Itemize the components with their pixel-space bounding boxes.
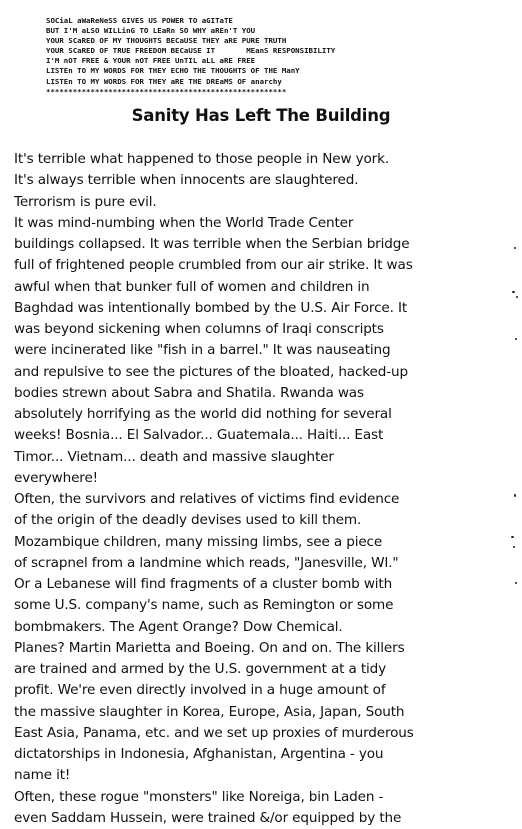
- header-divider: ******************************************************: [46, 86, 287, 96]
- header-manifesto: [46, 16, 486, 97]
- body-line: even Saddam Hussein, were trained &/or equipped by the: [14, 809, 402, 826]
- scan-speck: [514, 494, 516, 497]
- body-line: dictatorships in Indonesia, Afghanistan, Argentina - you: [14, 746, 384, 762]
- body-line: name it!: [14, 767, 71, 784]
- body-line: were incinerated like "fish in a barrel." It was nauseating: [14, 342, 391, 359]
- body-line: It was mind-numbing when the World Trade Center: [14, 214, 354, 231]
- body-line: absolutely horrifying as the world did nothing for several: [14, 406, 392, 422]
- body-line: and repulsive to see the pictures of the bloated, hacked-up: [14, 363, 408, 380]
- header-line: YOUR SCaRED OF MY THOUGHTS BECaUSE THEY aRE PURE TRUTH: [46, 36, 287, 46]
- body-line: Mozambique children, many missing limbs, see a piece: [14, 533, 383, 550]
- article-body: [14, 149, 514, 829]
- header-line: LISTEn TO MY WORDS FOR THEY aRE THE DREaMS OF anarchy: [46, 76, 282, 86]
- scan-speck: [514, 247, 516, 249]
- body-line: It's terrible what happened to those people in New york.: [14, 151, 390, 167]
- body-line: Terrorism is pure evil.: [14, 193, 157, 210]
- scan-speck: [512, 291, 515, 293]
- body-line: Or a Lebanese will find fragments of a cluster bomb with: [14, 576, 393, 592]
- header-line: I'M nOT FREE & YOUR nOT FREE UnTIL aLL aRE FREE: [46, 56, 256, 66]
- body-line: It's always terrible when innocents are slaughtered.: [14, 172, 359, 189]
- body-line: Planes? Martin Marietta and Boeing. On and on. The killers: [14, 639, 405, 656]
- body-line: profit. We're even directly involved in a huge amount of: [14, 682, 386, 699]
- article-title: Sanity Has Left The Building: [131, 106, 391, 125]
- body-line: full of frightened people crumbled from our air strike. It was: [14, 257, 413, 274]
- body-line: buildings collapsed. It was terrible when the Serbian bridge: [14, 236, 410, 252]
- body-line: everywhere!: [14, 469, 98, 486]
- scan-speck: [513, 546, 515, 548]
- scan-speck: [515, 338, 517, 340]
- scan-speck: [511, 536, 514, 538]
- scan-speck: [515, 582, 517, 584]
- body-line: the massive slaughter in Korea, Europe, Asia, Japan, South: [14, 703, 405, 720]
- body-line: awful when that bunker full of women and children in: [14, 278, 370, 295]
- body-line: Often, the survivors and relatives of victims find evidence: [14, 491, 400, 507]
- header-line: BUT I'M aLSO WILLinG TO LEaRn SO WHY aREn'T YOU: [46, 26, 256, 36]
- body-line: Often, these rogue "monsters" like Noreiga, bin Laden -: [14, 788, 384, 805]
- body-line: some U.S. company's name, such as Remington or some: [14, 597, 394, 614]
- body-line: East Asia, Panama, etc. and we set up proxies of murderous: [14, 724, 414, 741]
- body-line: Baghdad was intentionally bombed by the U.S. Air Force. It: [14, 299, 407, 316]
- body-line: Timor... Vietnam... death and massive slaughter: [14, 448, 334, 465]
- body-line: of scrapnel from a landmine which reads, "Janesville, WI.": [14, 554, 399, 571]
- header-line: SOCiaL aWaReNeSS GIVES US POWER TO aGITaTE: [46, 16, 233, 25]
- body-line: weeks! Bosnia... El Salvador... Guatemala... Haiti... East: [14, 427, 384, 444]
- body-line: of the origin of the deadly devises used to kill them.: [14, 512, 362, 529]
- body-line: bodies strewn about Sabra and Shatila. Rwanda was: [14, 384, 364, 401]
- scan-speck: [516, 296, 518, 298]
- body-line: was beyond sickening when columns of Iraqi conscripts: [14, 321, 384, 337]
- header-line: LISTEn TO MY WORDS FOR THEY ECHO THE THOUGHTS OF THE ManY: [46, 66, 300, 76]
- body-line: bombmakers. The Agent Orange? Dow Chemical.: [14, 618, 343, 635]
- body-line: are trained and armed by the U.S. government at a tidy: [14, 661, 387, 677]
- header-line: YOUR SCaRED OF TRUE FREEDOM BECaUSE IT MEanS RESPONSIBILITY: [46, 46, 336, 56]
